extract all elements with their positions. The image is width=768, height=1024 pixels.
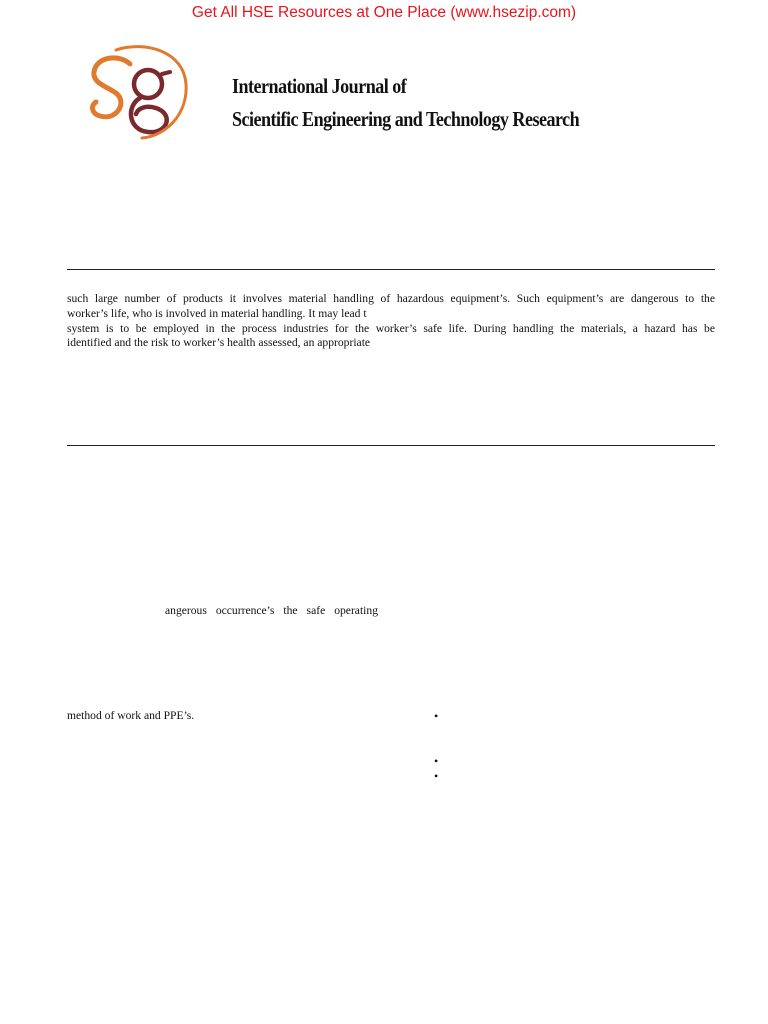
journal-logo-icon	[86, 44, 190, 140]
journal-title	[232, 70, 579, 136]
section-divider-top	[67, 269, 715, 270]
journal-title-line-2: Scientific Engineering and Technology Research	[232, 107, 580, 131]
body-text-fragment-2: method of work and PPE’s.	[67, 709, 195, 722]
list-bullet-icon: •	[434, 769, 439, 783]
journal-title-line-1: International Journal of	[232, 74, 407, 98]
list-bullet-icon: •	[434, 709, 439, 723]
abstract-line-1: such large number of products it involves material handling of hazardous equipment’s. Such equipment’s are dangerous to the	[67, 292, 715, 305]
body-text-fragment-1: angerous occurrence’s the safe operating	[165, 604, 378, 617]
section-divider-bottom	[67, 445, 715, 446]
abstract-line-2: worker’s life, who is involved in material handling. It may lead t	[67, 306, 367, 320]
abstract-text	[67, 292, 715, 351]
abstract-line-4: identified and the risk to worker’s health assessed, an appropriate	[67, 336, 371, 350]
list-bullet-icon: •	[434, 754, 439, 768]
abstract-line-3: system is to be employed in the process industries for the worker’s safe life. During handling the materials, a hazard has be	[67, 321, 715, 335]
promo-banner-link[interactable]: Get All HSE Resources at One Place (www.hsezip.com)	[191, 4, 577, 21]
